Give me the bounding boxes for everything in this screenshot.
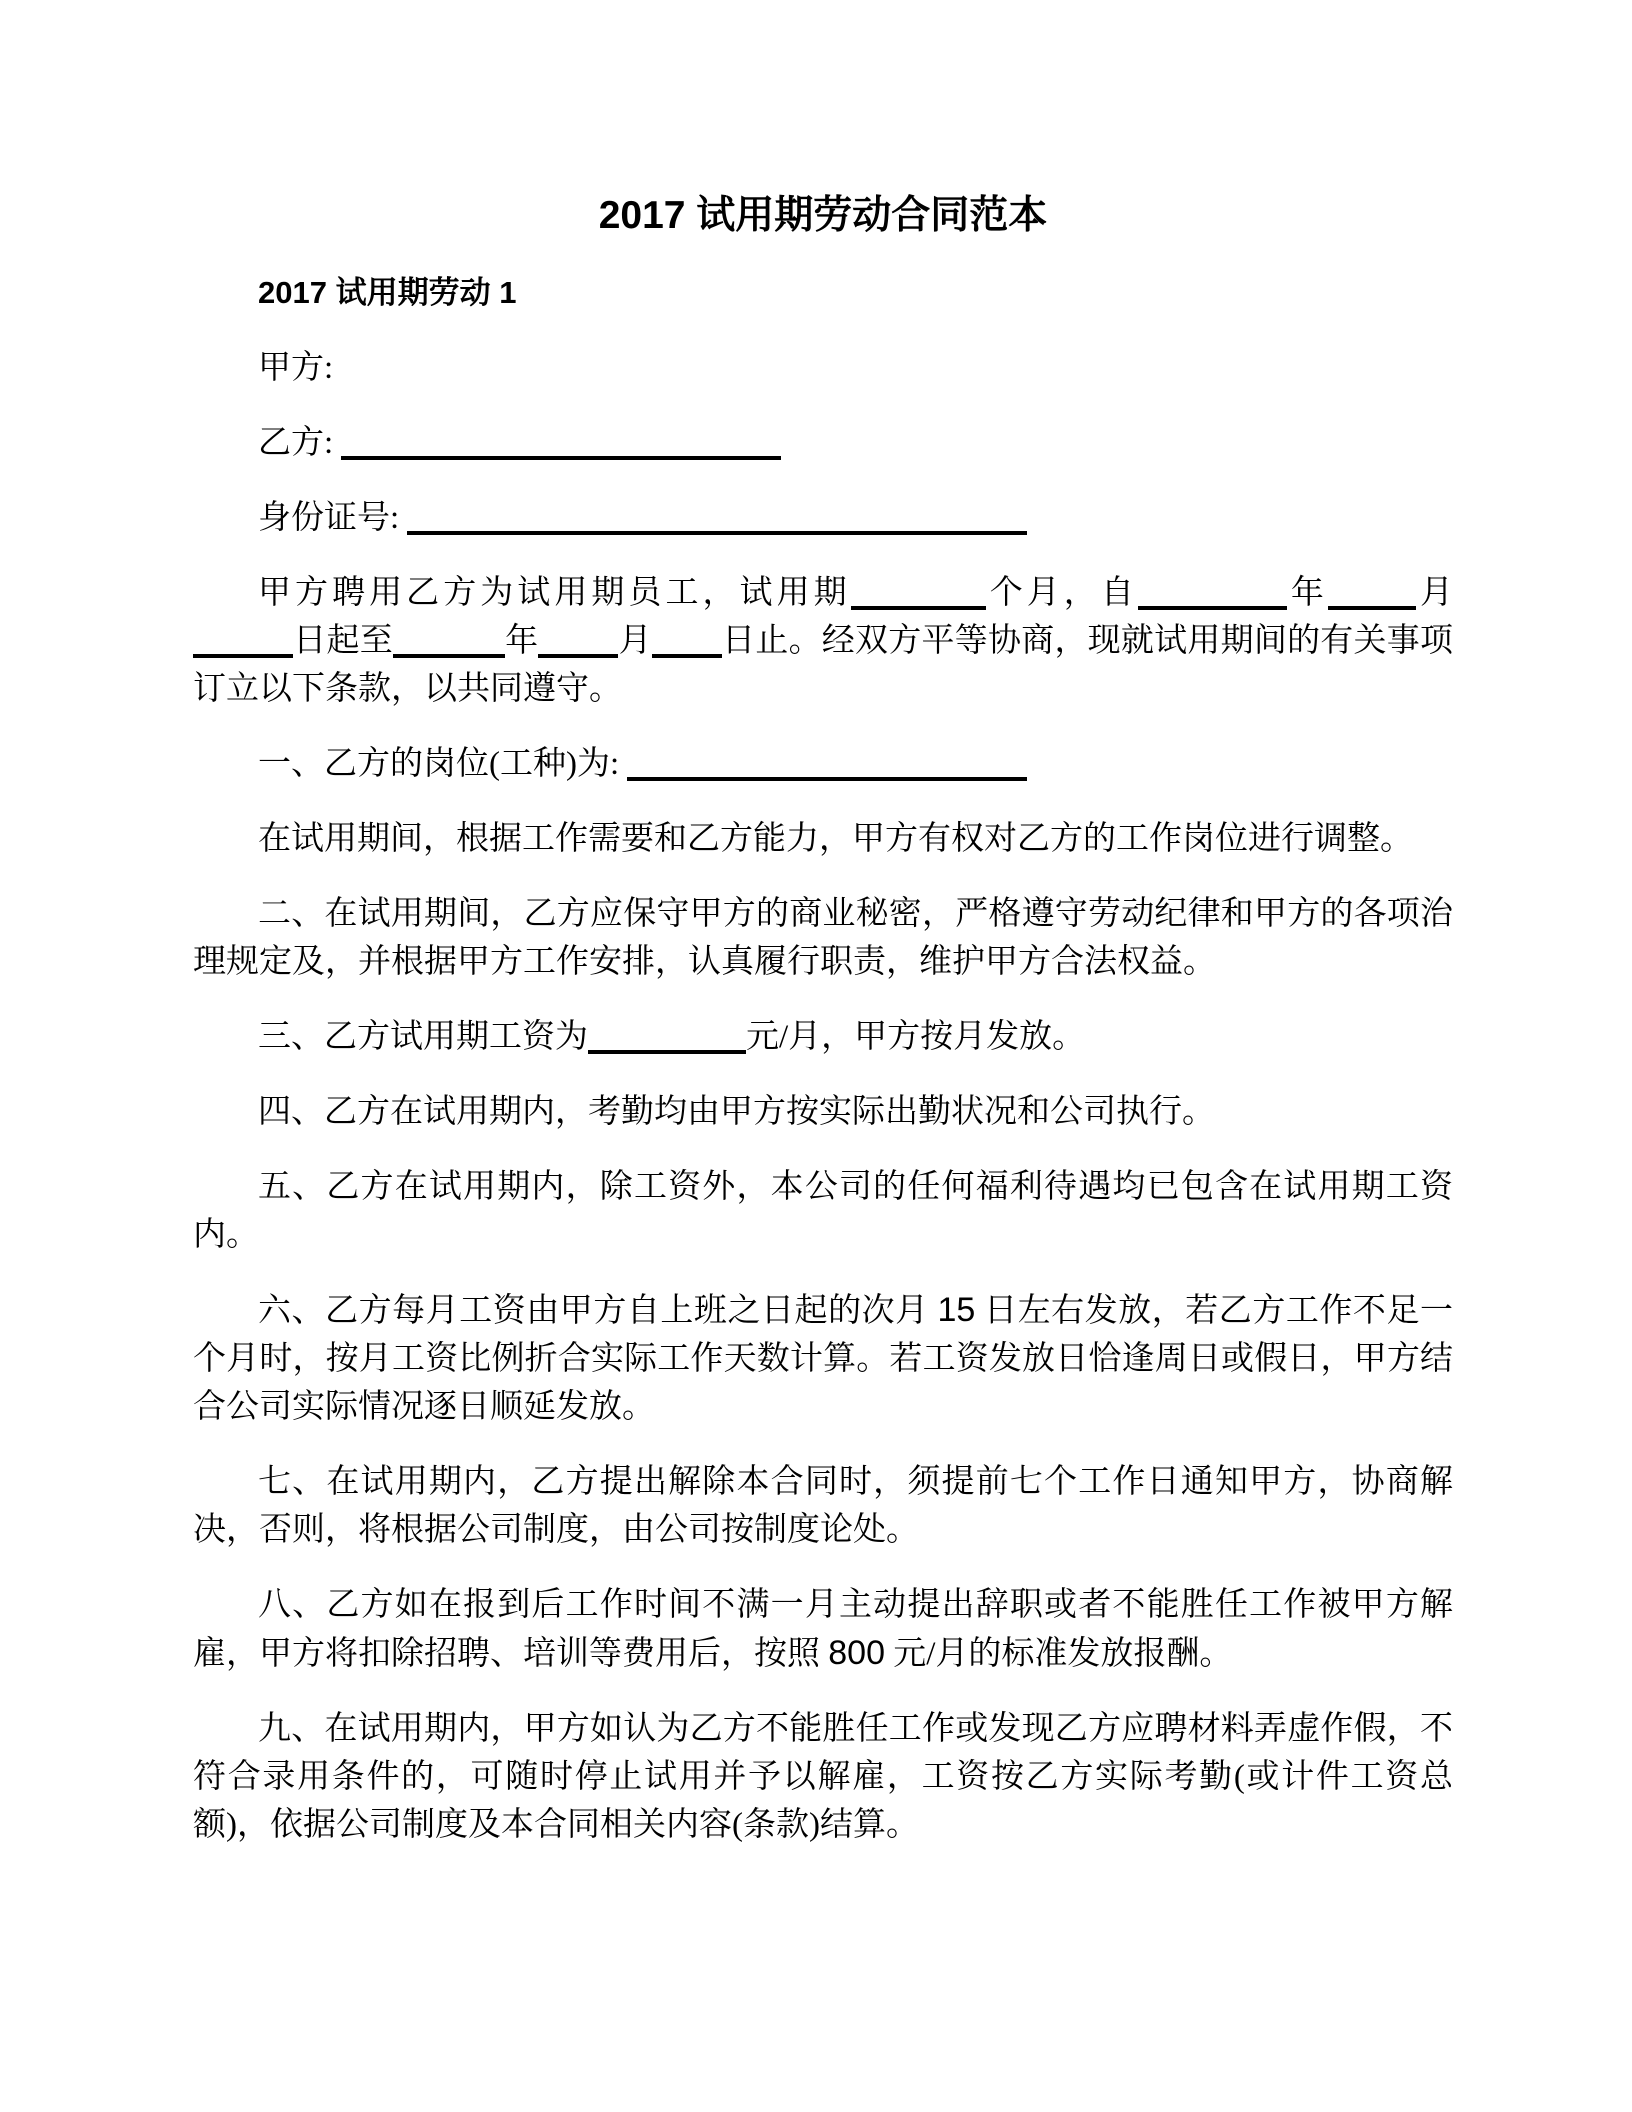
id-number-line [193,494,1453,542]
document-body [193,344,1453,1849]
text-run: 七、在试用期内，乙方提出解除本合同时，须提前七个工作日通知甲方，协商解决，否则，将根据公司制度，由公司按制度论处。 [193,1464,1453,1548]
blank-field[interactable] [341,456,781,460]
clause-1 [193,740,1453,788]
clause-5 [193,1163,1453,1259]
text-run: 身份证号: [258,500,408,536]
text-run: 一、乙方的岗位(工种)为: [258,746,628,782]
blank-field[interactable] [627,777,1027,781]
text-run: 日左右发放，若乙方工作不足一个月时，按月工资比例折合实际工作天数计算。若工资发放日恰逢周日或假日，甲方结合公司实际情况逐日顺延发放。 [193,1293,1454,1425]
text-run: 九、在试用期内，甲方如认为乙方不能胜任工作或发现乙方应聘材料弄虚作假，不符合录用条件的，可随时停止试用并予以解雇，工资按乙方实际考勤(或计件工资总额)，依据公司制度及本合同相关内容(条款)结算。 [193,1711,1453,1843]
clause-6 [193,1286,1453,1431]
text-run: 800 [828,1634,885,1672]
clause-8 [193,1581,1453,1678]
blank-field[interactable] [1138,606,1287,610]
intro-paragraph [193,569,1453,713]
text-run: 二、在试用期间，乙方应保守甲方的商业秘密，严格遵守劳动纪律和甲方的各项治理规定及，并根据甲方工作安排，认真履行职责，维护甲方合法权益。 [193,896,1453,980]
text-run: 日起至 [293,623,393,659]
text-run: 个月，自 [985,575,1138,611]
blank-field[interactable] [588,1050,746,1054]
doc-subtitle: 2017 试用期劳动 1 [258,275,517,310]
text-run: 月 [618,623,652,659]
contract-document [193,0,1453,1876]
blank-field[interactable] [407,531,1027,535]
clause-2 [193,890,1453,986]
text-run: 元/月，甲方按月发放。 [746,1019,1086,1055]
blank-field[interactable] [652,654,722,658]
blank-field[interactable] [393,654,505,658]
page-title: 2017 试用期劳动合同范本 [598,194,1048,237]
clause-3 [193,1013,1453,1061]
text-run: 四、乙方在试用期内，考勤均由甲方按实际出勤状况和公司执行。 [258,1094,1215,1130]
text-run: 甲方: [258,350,334,386]
text-run: 八、乙方如在报到后工作时间不满一月主动提出辞职或者不能胜任工作被甲方解雇，甲方将扣除招聘、培训等费用后，按照 [193,1587,1453,1672]
text-run: 在试用期间，根据工作需要和乙方能力，甲方有权对乙方的工作岗位进行调整。 [258,821,1413,857]
party-b-line [193,419,1453,467]
blank-field[interactable] [1328,606,1416,610]
text-run: 六、乙方每月工资由甲方自上班之日起的次月 [258,1293,938,1329]
text-run: 五、乙方在试用期内，除工资外，本公司的任何福利待遇均已包含在试用期工资内。 [193,1169,1453,1253]
text-run: 年 [504,623,539,659]
clause-7 [193,1458,1453,1554]
text-run: 三、乙方试用期工资为 [258,1019,588,1055]
clause-9 [193,1705,1453,1849]
text-run: 日止。经双方平等协商，现就试用期间的有关事项订立以下条款，以共同遵守。 [193,623,1454,707]
text-run: 月 [1415,575,1454,611]
blank-field[interactable] [851,606,986,610]
text-run: 乙方: [258,425,342,461]
text-run: 15 [937,1291,976,1329]
text-run: 元/月的标准发放报酬。 [884,1636,1233,1672]
text-run: 甲方聘用乙方为试用期员工，试用期 [258,575,851,611]
party-a-line [193,344,1453,392]
clause-4 [193,1088,1453,1136]
clause-1-note [193,815,1453,863]
blank-field[interactable] [538,654,618,658]
text-run: 年 [1286,575,1328,611]
blank-field[interactable] [193,654,293,658]
